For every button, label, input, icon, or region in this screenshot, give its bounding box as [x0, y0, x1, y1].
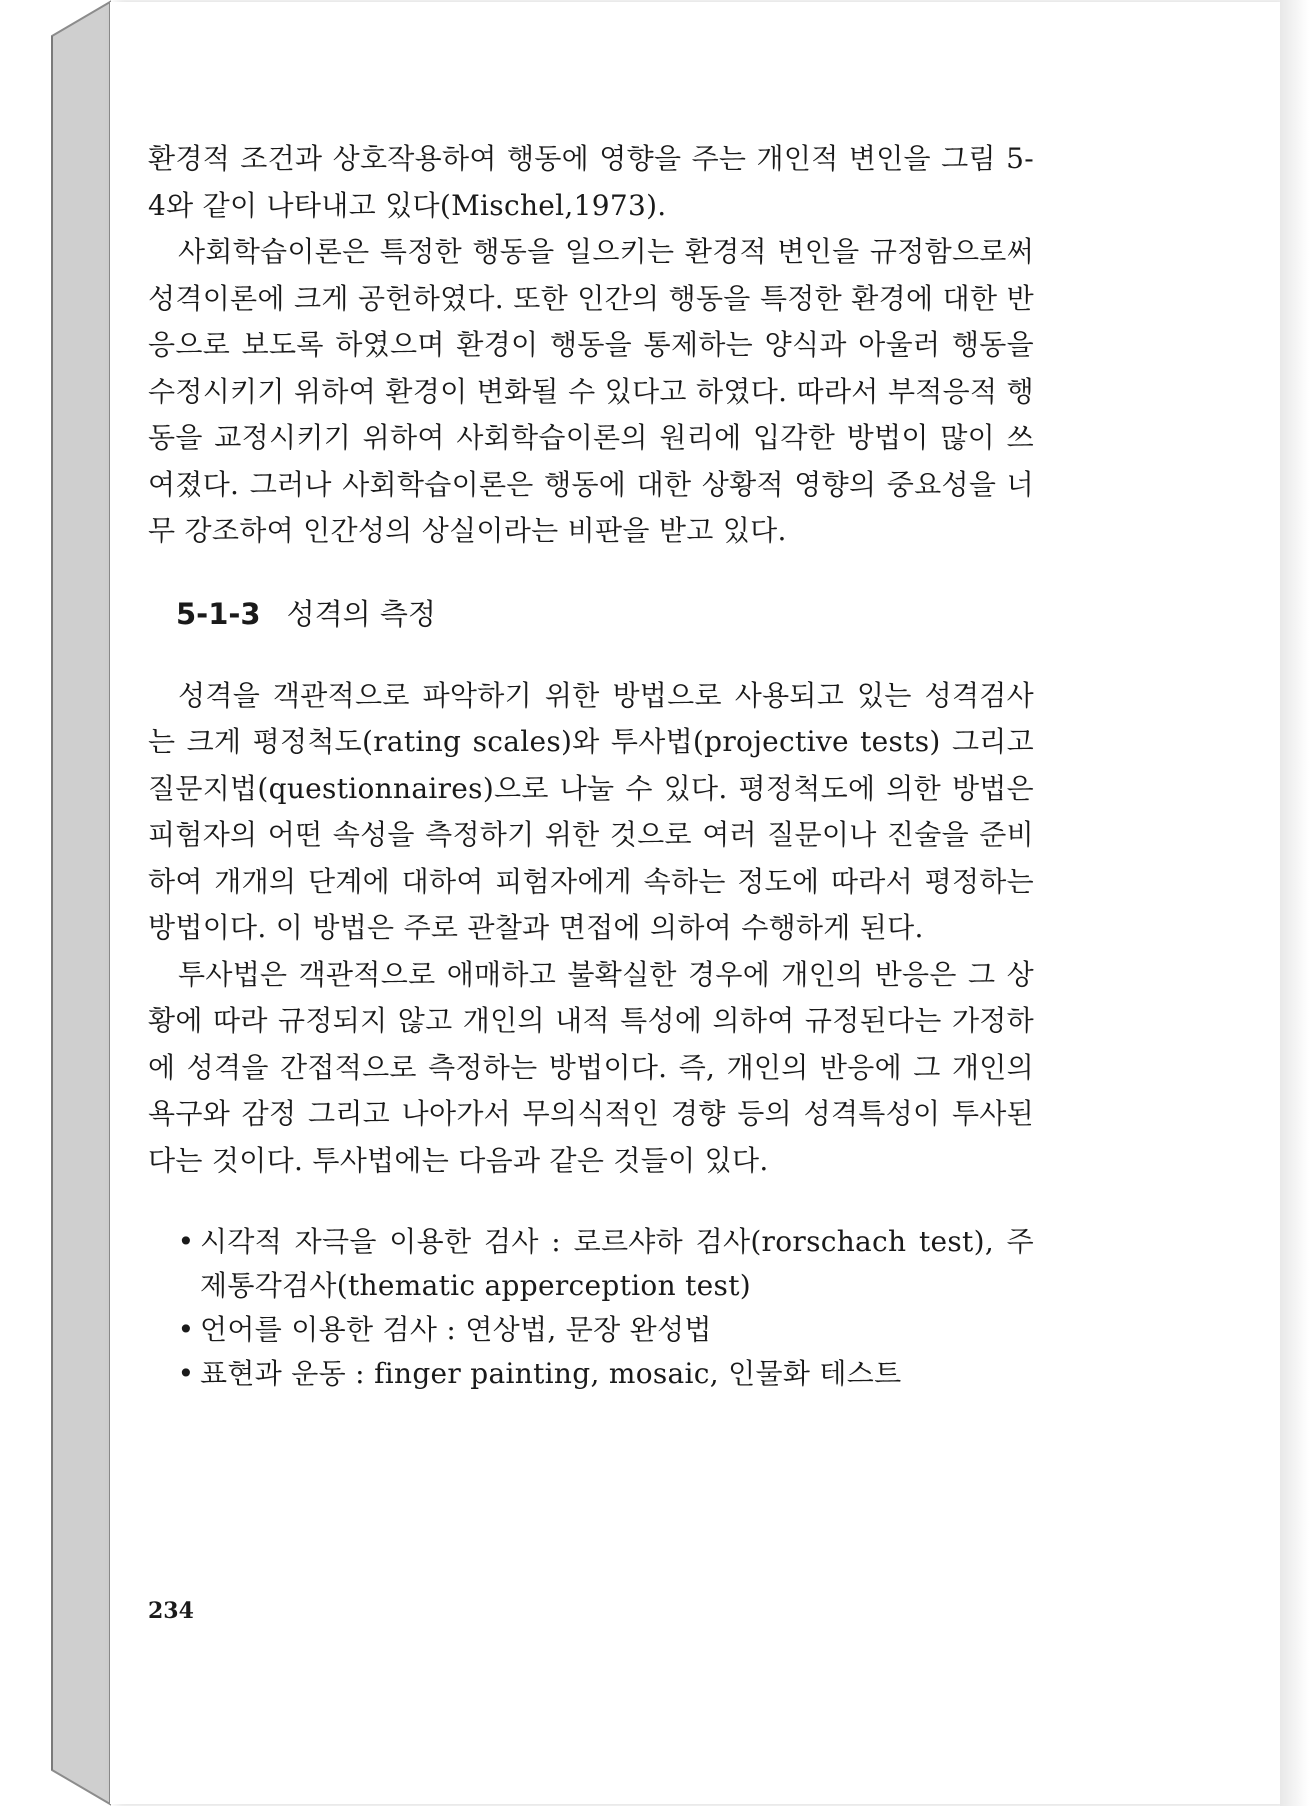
- bullet-symbol: •: [177, 1225, 195, 1258]
- paragraph-personality-tests: 성격을 객관적으로 파악하기 위한 방법으로 사용되고 있는 성격검사는 크게 평정척도(rating scales)와 투사법(projective tests) 그리고 질문지법(questionnaires)으로 나눌 수 있다. 평정척도에 의한 방법은 피험자의 어떤 속성을 측정하기 위한 것으로 여러 질문이나 진술을 준비하여 개개의 단계에 대하여 피험자에게 속하는 정도에 따라서 평정하는 방법이다. 이 방법은 주로 관찰과 면접에 의하여 수행하게 된다.: [148, 678, 1034, 944]
- page-number: 234: [148, 1598, 194, 1624]
- page-content: [148, 136, 1034, 1396]
- list-item-text: 표현과 운동 : finger painting, mosaic, 인물화 테스트: [200, 1357, 902, 1390]
- list-item-text: 언어를 이용한 검사 : 연상법, 문장 완성법: [200, 1313, 712, 1346]
- paragraph-social-learning: 사회학습이론은 특정한 행동을 일으키는 환경적 변인을 규정함으로써 성격이론에 크게 공헌하였다. 또한 인간의 행동을 특정한 환경에 대한 반응으로 보도록 하였으며 환경이 행동을 통제하는 양식과 아울러 행동을 수정시키기 위하여 환경이 변화될 수 있다고 하였다. 따라서 부적응적 행동을 교정시키기 위하여 사회학습이론의 원리에 입각한 방법이 많이 쓰여졌다. 그러나 사회학습이론은 행동에 대한 상황적 영향의 중요성을 너무 강조하여 인간성의 상실이라는 비판을 받고 있다.: [148, 235, 1034, 547]
- section-title: 성격의 측정: [286, 596, 436, 631]
- paragraph-intro: 환경적 조건과 상호작용하여 행동에 영향을 주는 개인적 변인을 그림 5-4와 같이 나타내고 있다(Mischel,1973).: [148, 142, 1034, 222]
- list-item: [172, 1220, 1034, 1308]
- section-number: 5-1-3: [176, 596, 261, 631]
- list-item-text: 시각적 자극을 이용한 검사 : 로르샤하 검사(rorschach test), 주제통각검사(thematic apperception test): [200, 1225, 1034, 1302]
- list-item: [172, 1352, 1034, 1396]
- list-item: [172, 1308, 1034, 1352]
- page-edge-shadow: [1280, 0, 1309, 1806]
- paragraph-projective: 투사법은 객관적으로 애매하고 불확실한 경우에 개인의 반응은 그 상황에 따라 규정되지 않고 개인의 내적 특성에 의하여 규정된다는 가정하에 성격을 간접적으로 측정하는 방법이다. 즉, 개인의 반응에 그 개인의 욕구와 감정 그리고 나아가서 무의식적인 경향 등의 성격특성이 투사된다는 것이다. 투사법에는 다음과 같은 것들이 있다.: [148, 957, 1034, 1177]
- section-heading: [176, 591, 1034, 637]
- bullet-symbol: •: [177, 1313, 195, 1346]
- projective-test-list: [172, 1220, 1034, 1396]
- bullet-symbol: •: [177, 1357, 195, 1390]
